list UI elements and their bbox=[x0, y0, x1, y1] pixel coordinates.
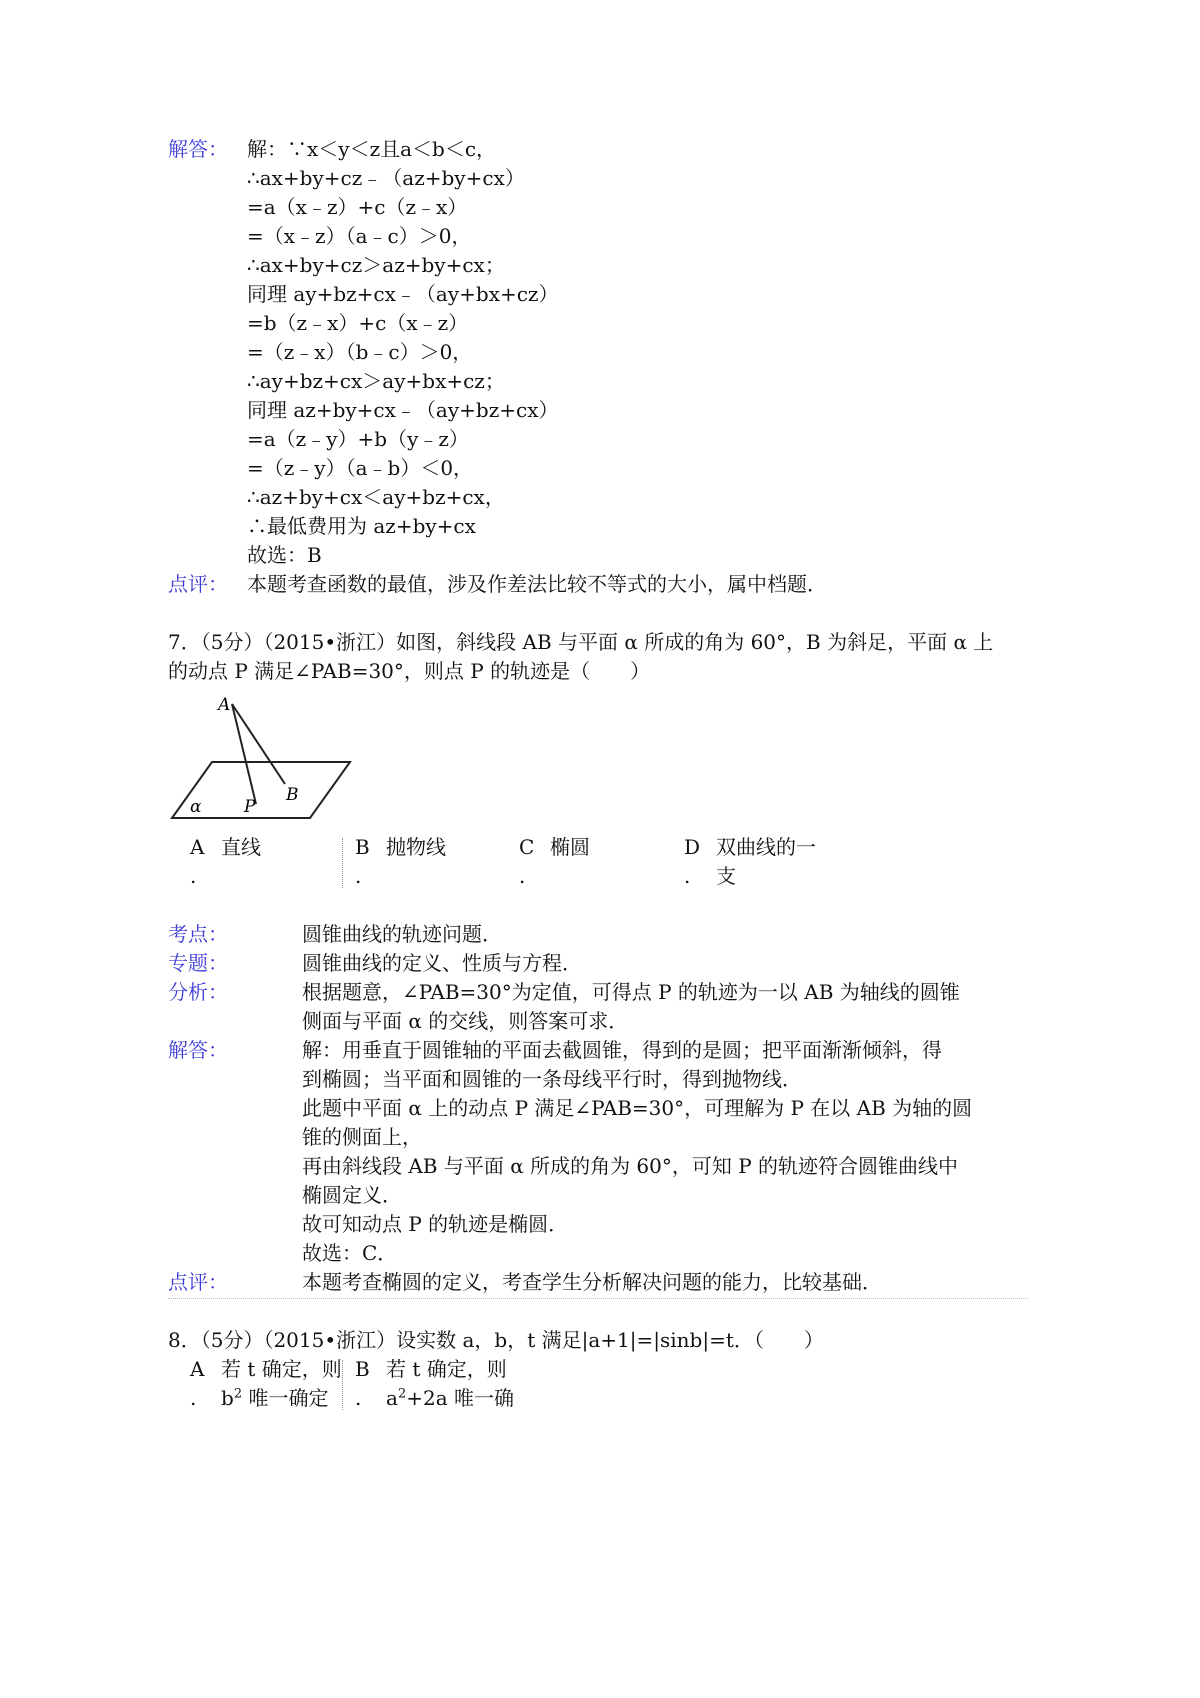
q8-option-a-line1: 若 t 确定，则 bbox=[221, 1357, 342, 1381]
q7-kaodian-text: 圆锥曲线的轨迹问题． bbox=[302, 922, 502, 946]
label-alpha: α bbox=[190, 797, 202, 817]
q6-dianping-text: 本题考查函数的最值，涉及作差法比较不等式的大小，属中档题． bbox=[247, 572, 827, 596]
q7-option-d-letter: D bbox=[684, 835, 701, 859]
divider bbox=[342, 838, 343, 888]
q7-solution-line: 故选：C． bbox=[302, 1241, 398, 1265]
q7-fenxi-label: 分析： bbox=[168, 980, 228, 1004]
q7-option-d-dot: . bbox=[684, 864, 691, 888]
q6-solution-line: ∴az+by+cx＜ay+bz+cx， bbox=[247, 485, 505, 509]
q7-solution-line: 椭圆定义． bbox=[302, 1183, 402, 1207]
q8-option-b-dot: . bbox=[355, 1386, 362, 1410]
q8-option-a-dot: . bbox=[190, 1386, 197, 1410]
q6-solution-line: =（x﹣z）（a﹣c）＞0， bbox=[247, 224, 472, 248]
q6-solution-line: ∴ax+by+cz﹣（az+by+cx） bbox=[247, 166, 525, 190]
q8-option-a-line2: $b^2$ 唯一确定 bbox=[221, 1386, 329, 1410]
q7-solution-line: 再由斜线段 AB 与平面 α 所成的角为 60°，可知 P 的轨迹符合圆锥曲线中 bbox=[302, 1154, 959, 1178]
divider bbox=[342, 1360, 343, 1410]
q6-jieda-label: 解答： bbox=[168, 137, 228, 161]
q7-zhuanti-text: 圆锥曲线的定义、性质与方程． bbox=[302, 951, 582, 975]
q7-jieda-label: 解答： bbox=[168, 1038, 228, 1062]
segment-AP bbox=[232, 704, 256, 804]
q7-option-c-dot: . bbox=[519, 864, 526, 888]
q7-zhuanti-label: 专题： bbox=[168, 951, 228, 975]
q7-solution-line: 锥的侧面上， bbox=[302, 1125, 422, 1149]
q6-solution-line: =（z﹣y）（a﹣b）＜0， bbox=[247, 456, 474, 480]
label-A: A bbox=[218, 695, 231, 715]
q6-solution-line: ∴ay+bz+cx＞ay+bx+cz； bbox=[247, 369, 505, 393]
q6-dianping-label: 点评： bbox=[168, 572, 228, 596]
q6-solution-line: =a（x﹣z）+c（z﹣x） bbox=[247, 195, 468, 219]
q7-option-a-letter: A bbox=[190, 835, 205, 859]
q7-option-b-letter: B bbox=[355, 835, 370, 859]
q7-dianping-label: 点评： bbox=[168, 1270, 228, 1294]
q7-fenxi-line: 侧面与平面 α 的交线，则答案可求． bbox=[302, 1009, 629, 1033]
q7-option-c-text: 椭圆 bbox=[550, 835, 590, 859]
q6-solution-line: 同理 ay+bz+cx﹣（ay+bx+cz） bbox=[247, 282, 559, 306]
q7-option-c-letter: C bbox=[519, 835, 535, 859]
q8-stem: 8．（5分）（2015•浙江）设实数 a，b，t 满足|a+1|=|sinb|=t．（ ） bbox=[168, 1328, 824, 1352]
q8-option-a-letter: A bbox=[190, 1357, 205, 1381]
q7-stem-line2: 的动点 P 满足∠PAB=30°，则点 P 的轨迹是（ ） bbox=[168, 659, 651, 683]
segment-AB bbox=[232, 704, 285, 784]
q7-solution-line: 解：用垂直于圆锥轴的平面去截圆锥，得到的是圆；把平面渐渐倾斜，得 bbox=[302, 1038, 942, 1062]
q7-option-a-text: 直线 bbox=[221, 835, 261, 859]
q6-solution-line: 故选：B bbox=[247, 543, 322, 567]
q6-solution-line: =a（z﹣y）+b（y﹣z） bbox=[247, 427, 469, 451]
q6-solution-line: 同理 az+by+cx﹣（ay+bz+cx） bbox=[247, 398, 559, 422]
q7-dianping-text: 本题考查椭圆的定义，考查学生分析解决问题的能力，比较基础． bbox=[302, 1270, 882, 1294]
q7-solution-line: 故可知动点 P 的轨迹是椭圆． bbox=[302, 1212, 569, 1236]
q7-option-d-text2: 支 bbox=[716, 864, 736, 888]
q8-option-b-line1: 若 t 确定，则 bbox=[386, 1357, 507, 1381]
q6-solution-line: ∴ax+by+cz＞az+by+cx； bbox=[247, 253, 505, 277]
q7-stem-line1: 7．（5分）（2015•浙江）如图，斜线段 AB 与平面 α 所成的角为 60°，B 为斜足，平面 α 上 bbox=[168, 630, 994, 654]
q6-solution-line: =b（z﹣x）+c（x﹣z） bbox=[247, 311, 469, 335]
q6-solution-line: ∴最低费用为 az+by+cx bbox=[247, 514, 476, 538]
q7-fenxi-line: 根据题意，∠PAB=30°为定值，可得点 P 的轨迹为一以 AB 为轴线的圆锥 bbox=[302, 980, 960, 1004]
q7-solution-line: 到椭圆；当平面和圆锥的一条母线平行时，得到抛物线． bbox=[302, 1067, 802, 1091]
q7-option-b-dot: . bbox=[355, 864, 362, 888]
q8-option-b-letter: B bbox=[355, 1357, 370, 1381]
q7-kaodian-label: 考点： bbox=[168, 922, 228, 946]
q7-option-d-text: 双曲线的一 bbox=[716, 835, 816, 859]
q7-option-a-dot: . bbox=[190, 864, 197, 888]
q6-solution-line: 解：∵x＜y＜z且a＜b＜c， bbox=[247, 137, 497, 161]
label-P: P bbox=[244, 797, 256, 817]
question-separator bbox=[168, 1298, 1028, 1299]
label-B: B bbox=[286, 785, 299, 805]
q7-option-b-text: 抛物线 bbox=[386, 835, 446, 859]
q6-solution-line: =（z﹣x）（b﹣c）＞0， bbox=[247, 340, 473, 364]
q7-solution-line: 此题中平面 α 上的动点 P 满足∠PAB=30°，可理解为 P 在以 AB 为轴的圆 bbox=[302, 1096, 973, 1120]
q7-figure bbox=[160, 690, 360, 830]
q8-option-b-line2: $a^2+2a$ 唯一确 bbox=[386, 1386, 514, 1410]
